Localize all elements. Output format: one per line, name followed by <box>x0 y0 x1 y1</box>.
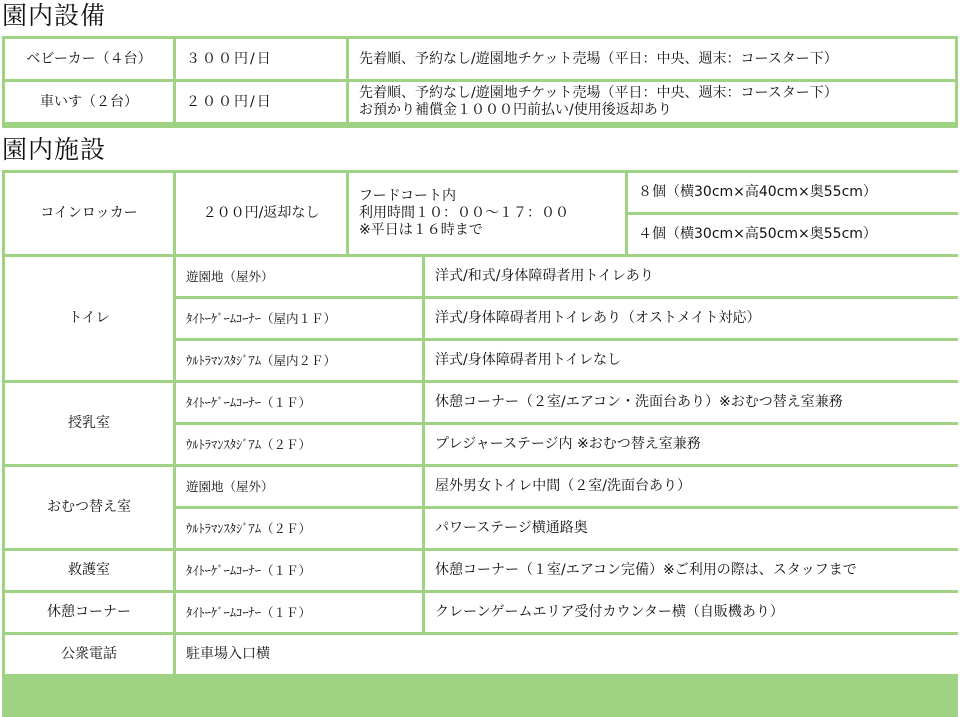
nursing-place-2: ｳﾙﾄﾗﾏﾝｽﾀｼﾞｱﾑ（２Ｆ） <box>176 425 422 464</box>
diaper-place-1: 遊園地（屋外） <box>176 467 422 506</box>
equipment-name-stroller: ベビーカー（４台） <box>5 39 173 79</box>
locker-name: コインロッカー <box>5 173 173 254</box>
nursing-desc-1: 休憩コーナー（２室/エアコン・洗面台あり）※おむつ替え室兼務 <box>425 383 958 422</box>
phone-place: 駐車場入口横 <box>176 635 958 674</box>
toilet-place-3: ｳﾙﾄﾗﾏﾝｽﾀｼﾞｱﾑ（屋内２Ｆ） <box>176 341 422 380</box>
facilities-title: 園内施設 <box>2 135 107 164</box>
phone-name: 公衆電話 <box>5 635 173 674</box>
toilet-place-1: 遊園地（屋外） <box>176 257 422 296</box>
equipment-table <box>2 36 958 128</box>
equipment-notes-stroller: 先着順、予約なし/遊園地チケット売場（平日：中央、週末：コースター下） <box>349 39 955 79</box>
locker-info-line: フードコート内 <box>359 188 457 204</box>
equipment-price-stroller: ３００円/日 <box>176 39 346 79</box>
nursing-desc-2: プレジャーステージ内 ※おむつ替え室兼務 <box>425 425 958 464</box>
toilet-desc-3: 洋式/身体障碍者用トイレなし <box>425 341 958 380</box>
diaper-name: おむつ替え室 <box>5 467 173 548</box>
rest-desc: クレーンゲームエリア受付カウンター横（自販機あり） <box>425 593 958 632</box>
diaper-desc-1: 屋外男女トイレ中間（２室/洗面台あり） <box>425 467 958 506</box>
equipment-title: 園内設備 <box>2 1 107 30</box>
diaper-desc-2: パワーステージ横通路奥 <box>425 509 958 548</box>
firstaid-place: ﾀｲﾄｰｹﾞｰﾑｺｰﾅｰ（１Ｆ） <box>176 551 422 590</box>
firstaid-name: 救護室 <box>5 551 173 590</box>
wheelchair-note-line: お預かり補償金１０００円前払い/使用後返却あり <box>359 102 672 118</box>
locker-size-1: ８個（横30cm×高40cm×奥55cm） <box>628 173 958 212</box>
rest-name: 休憩コーナー <box>5 593 173 632</box>
firstaid-desc: 休憩コーナー（１室/エアコン完備）※ご利用の際は、スタッフまで <box>425 551 958 590</box>
facilities-table <box>2 170 958 717</box>
equipment-name-wheelchair: 車いす（２台） <box>5 82 173 122</box>
toilet-desc-2: 洋式/身体障碍者用トイレあり（オストメイト対応） <box>425 299 958 338</box>
nursing-name: 授乳室 <box>5 383 173 464</box>
locker-info <box>349 173 625 254</box>
locker-info-line: 利用時間１０：００～１７：００ <box>359 205 569 221</box>
locker-size-2: ４個（横30cm×高50cm×奥55cm） <box>628 215 958 254</box>
rest-place: ﾀｲﾄｰｹﾞｰﾑｺｰﾅｰ（１Ｆ） <box>176 593 422 632</box>
nursing-place-1: ﾀｲﾄｰｹﾞｰﾑｺｰﾅｰ（１Ｆ） <box>176 383 422 422</box>
toilet-desc-1: 洋式/和式/身体障碍者用トイレあり <box>425 257 958 296</box>
toilet-name: トイレ <box>5 257 173 380</box>
toilet-place-2: ﾀｲﾄｰｹﾞｰﾑｺｰﾅｰ（屋内１Ｆ） <box>176 299 422 338</box>
diaper-place-2: ｳﾙﾄﾗﾏﾝｽﾀｼﾞｱﾑ（２Ｆ） <box>176 509 422 548</box>
locker-info-line: ※平日は１６時まで <box>359 222 483 238</box>
equipment-notes-wheelchair <box>349 82 955 122</box>
equipment-price-wheelchair: ２００円/日 <box>176 82 346 122</box>
wheelchair-note-line: 先着順、予約なし/遊園地チケット売場（平日：中央、週末：コースター下） <box>359 85 838 101</box>
locker-price: ２００円/返却なし <box>176 173 346 254</box>
